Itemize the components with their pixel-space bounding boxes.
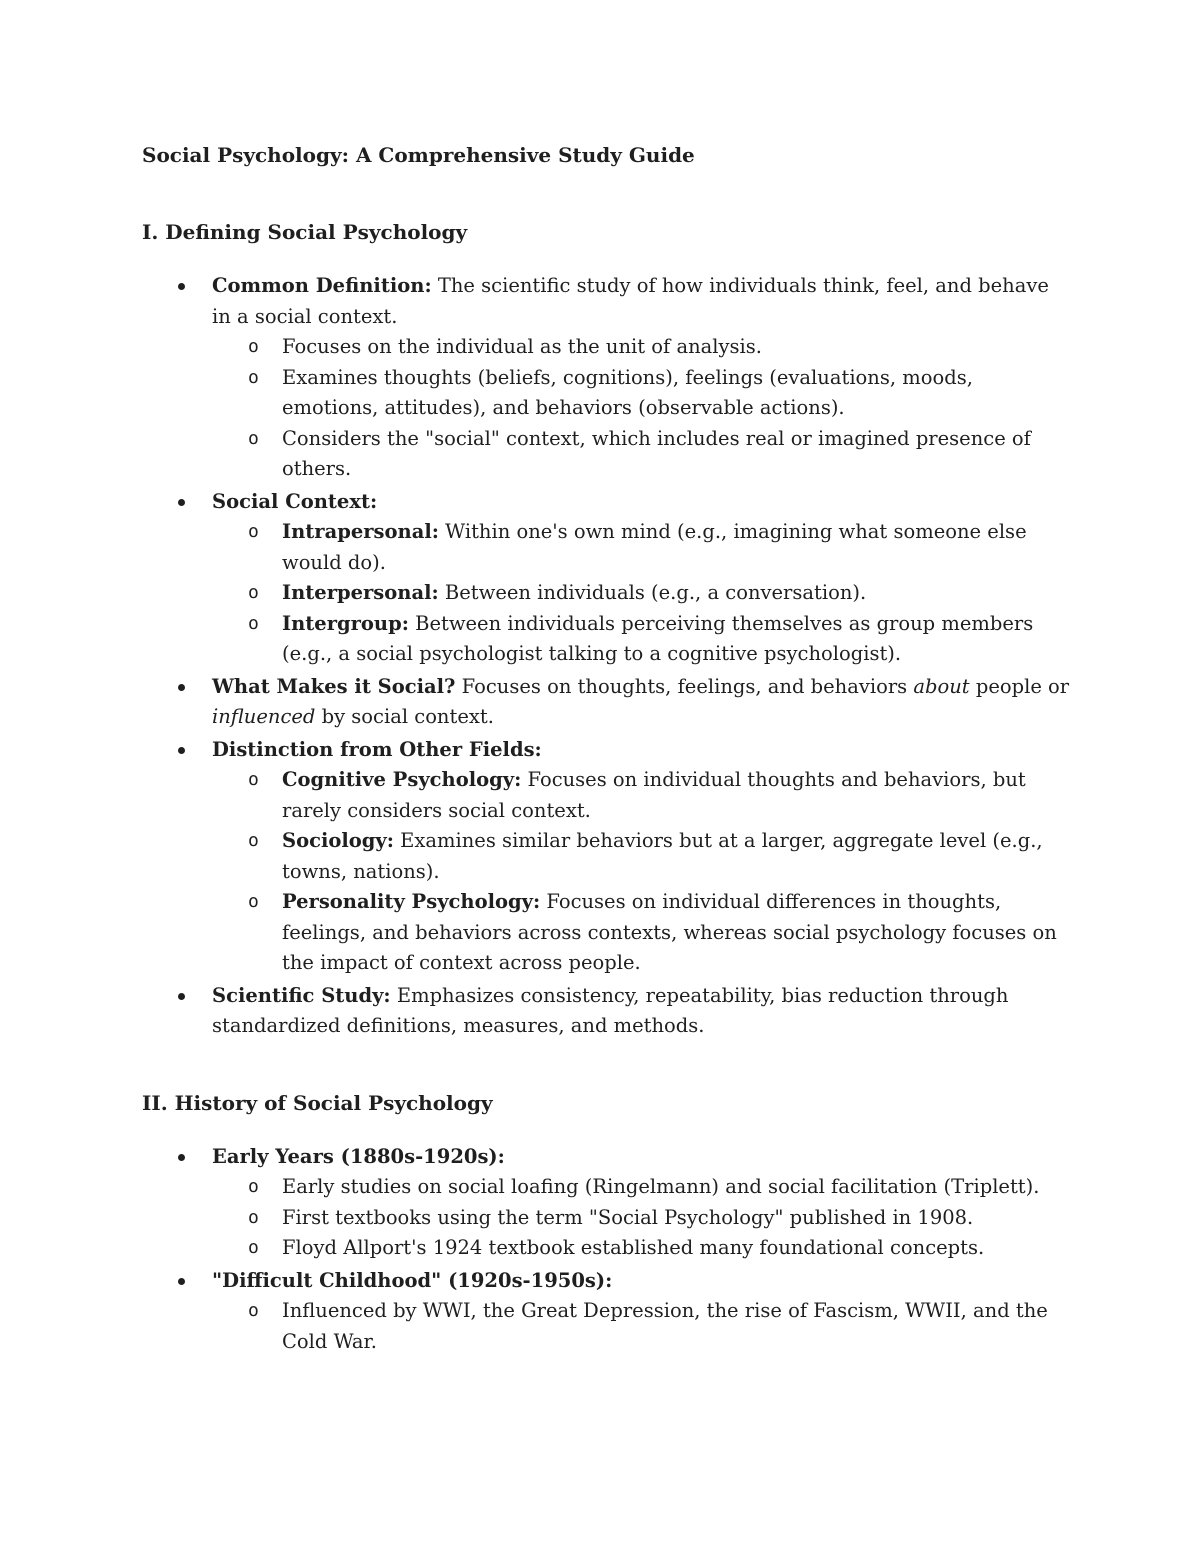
sub-item-personality [282,887,1070,979]
term-intergroup: Intergroup: [282,611,409,635]
term-difficult-childhood: "Difficult Childhood" (1920s-1950s): [212,1268,613,1292]
term-personality: Personality Psychology: [282,890,541,913]
list-item-social-context [212,487,1070,670]
term-social-context: Social Context: [212,489,378,513]
text-what-makes-social-a: Focuses on thoughts, feelings, and behaviors [455,674,914,698]
section-heading-history: II. History of Social Psychology [142,1090,493,1115]
sub-item: o Considers the "social" context, which includes real or imagined presence of others. [282,424,1070,485]
text-what-makes-social-c: by social context. [315,705,494,728]
term-common-definition: Common Definition: [212,274,432,297]
term-sociology: Sociology: [282,829,394,852]
sublist-distinction [212,765,1070,979]
sub-item: o Floyd Allport's 1924 textbook established many foundational concepts. [282,1233,1070,1264]
term-intrapersonal: Intrapersonal: [282,520,439,543]
defining-list [142,271,1070,1042]
emphasis-influenced: influenced [212,705,316,728]
term-what-makes-social: What Makes it Social? [212,674,456,698]
list-item-early-years [212,1142,1070,1264]
section-heading-defining: I. Defining Social Psychology [142,220,468,244]
sub-item: o First textbooks using the term "Social Psychology" published in 1908. [282,1203,1070,1234]
sublist-difficult-childhood [212,1296,1070,1357]
sub-item: o Early studies on social loafing (Ringelmann) and social facilitation (Triplett). [282,1172,1070,1203]
sublist-early-years [212,1172,1070,1264]
text-personality: Focuses on individual differences in thoughts, feelings, and behaviors across contexts, whereas social psychology focuses on the impact of context across people. [282,890,1057,974]
list-item-distinction [212,735,1070,979]
sub-item-intrapersonal [282,517,1070,578]
text-cognitive: Focuses on individual thoughts and behaviors, but rarely considers social context. [282,768,1026,822]
text-what-makes-social-b: people or [969,674,1070,698]
term-early-years: Early Years (1880s-1920s): [212,1144,505,1168]
term-cognitive: Cognitive Psychology: [282,768,522,791]
term-interpersonal: Interpersonal: [282,581,439,604]
sublist-common-definition [212,332,1070,485]
sublist-social-context [212,517,1070,670]
text-scientific-study: Emphasizes consistency, repeatability, bias reduction through standardized definitions, measures, and methods. [212,983,1009,1037]
list-item-common-definition [212,271,1070,485]
text-sociology: Examines similar behaviors but at a larger, aggregate level (e.g., towns, nations). [282,829,1043,883]
sub-item-cognitive [282,765,1070,826]
sub-item-interpersonal [282,578,1070,609]
sub-item-sociology [282,826,1070,887]
text-intrapersonal: Within one's own mind (e.g., imagining what someone else would do). [282,520,1027,574]
document-title: Social Psychology: A Comprehensive Study Guide [142,143,695,167]
text-intergroup: Between individuals perceiving themselves as group members (e.g., a social psychologist talking to a cognitive psychologist). [282,611,1034,665]
sub-item-intergroup [282,609,1070,670]
list-item-what-makes-social [212,672,1070,733]
emphasis-about: about [913,674,970,698]
sub-item: o Examines thoughts (beliefs, cognitions), feelings (evaluations, moods, emotions, attitudes), and behaviors (observable actions). [282,363,1070,424]
list-item-scientific-study [212,981,1070,1042]
term-distinction: Distinction from Other Fields: [212,737,542,761]
term-scientific-study: Scientific Study: [212,983,391,1007]
sub-item: o Focuses on the individual as the unit of analysis. [282,332,1070,363]
text-common-definition: The scientific study of how individuals think, feel, and behave in a social context. [212,274,1049,328]
history-list [142,1142,1070,1358]
text-interpersonal: Between individuals (e.g., a conversation). [438,581,867,604]
sub-item: o Influenced by WWI, the Great Depression, the rise of Fascism, WWII, and the Cold War. [282,1296,1070,1357]
list-item-difficult-childhood [212,1266,1070,1358]
